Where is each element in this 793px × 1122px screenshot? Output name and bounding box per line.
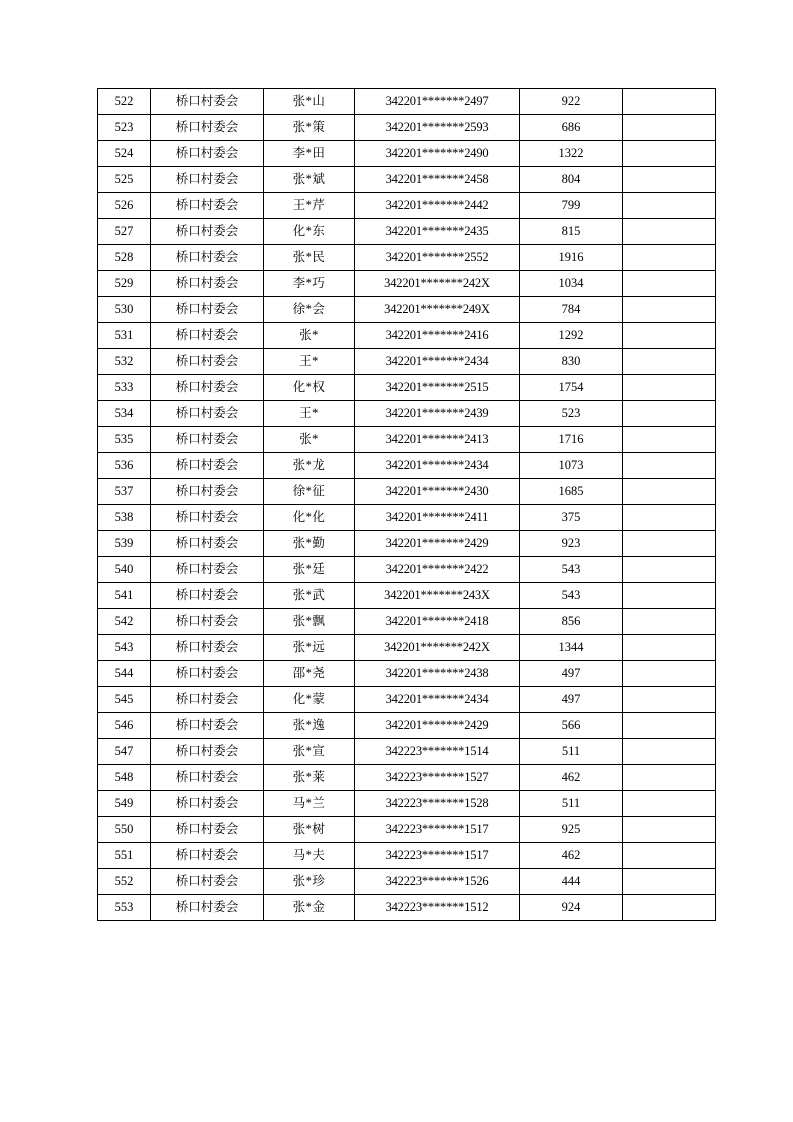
table-row xyxy=(98,505,716,531)
cell-organization: 桥口村委会 xyxy=(151,245,264,271)
table-row xyxy=(98,453,716,479)
cell-organization: 桥口村委会 xyxy=(151,193,264,219)
cell-name: 王*芹 xyxy=(264,193,355,219)
cell-id-number: 342201*******243X xyxy=(355,583,520,609)
table-row xyxy=(98,219,716,245)
cell-amount: 856 xyxy=(520,609,623,635)
cell-amount: 830 xyxy=(520,349,623,375)
cell-note xyxy=(623,271,716,297)
cell-amount: 511 xyxy=(520,739,623,765)
cell-amount: 462 xyxy=(520,765,623,791)
cell-id-number: 342201*******2490 xyxy=(355,141,520,167)
cell-id-number: 342201*******2413 xyxy=(355,427,520,453)
table-row xyxy=(98,713,716,739)
cell-organization: 桥口村委会 xyxy=(151,609,264,635)
cell-amount: 497 xyxy=(520,661,623,687)
table-row xyxy=(98,635,716,661)
cell-id-number: 342223*******1528 xyxy=(355,791,520,817)
cell-id-number: 342201*******2430 xyxy=(355,479,520,505)
cell-amount: 1916 xyxy=(520,245,623,271)
table-row xyxy=(98,271,716,297)
cell-organization: 桥口村委会 xyxy=(151,583,264,609)
cell-name: 张* xyxy=(264,323,355,349)
cell-id-number: 342201*******2434 xyxy=(355,687,520,713)
cell-note xyxy=(623,193,716,219)
cell-sequence: 540 xyxy=(98,557,151,583)
cell-amount: 1685 xyxy=(520,479,623,505)
cell-amount: 497 xyxy=(520,687,623,713)
cell-note xyxy=(623,479,716,505)
cell-name: 马*兰 xyxy=(264,791,355,817)
cell-organization: 桥口村委会 xyxy=(151,375,264,401)
cell-note xyxy=(623,141,716,167)
beneficiary-table xyxy=(97,88,716,921)
cell-organization: 桥口村委会 xyxy=(151,297,264,323)
cell-note xyxy=(623,89,716,115)
cell-id-number: 342201*******2497 xyxy=(355,89,520,115)
cell-name: 张*策 xyxy=(264,115,355,141)
cell-sequence: 522 xyxy=(98,89,151,115)
cell-amount: 1754 xyxy=(520,375,623,401)
cell-sequence: 534 xyxy=(98,401,151,427)
table-row xyxy=(98,583,716,609)
cell-amount: 923 xyxy=(520,531,623,557)
cell-name: 张*金 xyxy=(264,895,355,921)
cell-id-number: 342201*******2515 xyxy=(355,375,520,401)
cell-organization: 桥口村委会 xyxy=(151,739,264,765)
cell-note xyxy=(623,791,716,817)
cell-name: 张*远 xyxy=(264,635,355,661)
cell-organization: 桥口村委会 xyxy=(151,661,264,687)
cell-note xyxy=(623,739,716,765)
cell-name: 化*蒙 xyxy=(264,687,355,713)
cell-id-number: 342201*******242X xyxy=(355,271,520,297)
cell-note xyxy=(623,557,716,583)
table-row xyxy=(98,765,716,791)
cell-organization: 桥口村委会 xyxy=(151,635,264,661)
cell-id-number: 342201*******2429 xyxy=(355,713,520,739)
cell-id-number: 342201*******2429 xyxy=(355,531,520,557)
cell-amount: 444 xyxy=(520,869,623,895)
cell-organization: 桥口村委会 xyxy=(151,791,264,817)
cell-sequence: 525 xyxy=(98,167,151,193)
cell-organization: 桥口村委会 xyxy=(151,427,264,453)
cell-name: 张*珍 xyxy=(264,869,355,895)
cell-name: 王* xyxy=(264,401,355,427)
cell-organization: 桥口村委会 xyxy=(151,713,264,739)
table-row xyxy=(98,817,716,843)
cell-note xyxy=(623,219,716,245)
cell-amount: 784 xyxy=(520,297,623,323)
cell-sequence: 531 xyxy=(98,323,151,349)
cell-sequence: 543 xyxy=(98,635,151,661)
cell-id-number: 342201*******2593 xyxy=(355,115,520,141)
cell-name: 张*飘 xyxy=(264,609,355,635)
cell-organization: 桥口村委会 xyxy=(151,89,264,115)
cell-amount: 1034 xyxy=(520,271,623,297)
cell-sequence: 536 xyxy=(98,453,151,479)
cell-note xyxy=(623,583,716,609)
cell-organization: 桥口村委会 xyxy=(151,843,264,869)
table-row xyxy=(98,245,716,271)
cell-note xyxy=(623,765,716,791)
cell-note xyxy=(623,323,716,349)
cell-amount: 1716 xyxy=(520,427,623,453)
cell-id-number: 342201*******2416 xyxy=(355,323,520,349)
cell-sequence: 538 xyxy=(98,505,151,531)
cell-name: 张* xyxy=(264,427,355,453)
cell-name: 张*树 xyxy=(264,817,355,843)
cell-amount: 543 xyxy=(520,583,623,609)
cell-name: 李*田 xyxy=(264,141,355,167)
cell-name: 张*宣 xyxy=(264,739,355,765)
cell-note xyxy=(623,349,716,375)
cell-sequence: 528 xyxy=(98,245,151,271)
cell-organization: 桥口村委会 xyxy=(151,479,264,505)
cell-name: 张*武 xyxy=(264,583,355,609)
cell-note xyxy=(623,375,716,401)
table-body xyxy=(98,89,716,921)
cell-organization: 桥口村委会 xyxy=(151,869,264,895)
cell-organization: 桥口村委会 xyxy=(151,323,264,349)
table-row xyxy=(98,661,716,687)
cell-id-number: 342201*******2411 xyxy=(355,505,520,531)
cell-note xyxy=(623,843,716,869)
cell-name: 张*廷 xyxy=(264,557,355,583)
table-row xyxy=(98,895,716,921)
cell-sequence: 539 xyxy=(98,531,151,557)
table-row xyxy=(98,609,716,635)
cell-name: 张*勤 xyxy=(264,531,355,557)
cell-id-number: 342201*******2422 xyxy=(355,557,520,583)
cell-organization: 桥口村委会 xyxy=(151,505,264,531)
cell-id-number: 342201*******242X xyxy=(355,635,520,661)
cell-note xyxy=(623,817,716,843)
cell-sequence: 532 xyxy=(98,349,151,375)
cell-name: 张*逸 xyxy=(264,713,355,739)
cell-name: 徐*征 xyxy=(264,479,355,505)
cell-note xyxy=(623,167,716,193)
cell-id-number: 342201*******2435 xyxy=(355,219,520,245)
cell-organization: 桥口村委会 xyxy=(151,271,264,297)
cell-id-number: 342201*******2439 xyxy=(355,401,520,427)
cell-note xyxy=(623,869,716,895)
cell-sequence: 550 xyxy=(98,817,151,843)
cell-note xyxy=(623,297,716,323)
cell-amount: 922 xyxy=(520,89,623,115)
table-row xyxy=(98,375,716,401)
table-row xyxy=(98,479,716,505)
table-row xyxy=(98,115,716,141)
cell-organization: 桥口村委会 xyxy=(151,557,264,583)
cell-sequence: 545 xyxy=(98,687,151,713)
cell-name: 李*巧 xyxy=(264,271,355,297)
cell-name: 张*民 xyxy=(264,245,355,271)
cell-sequence: 548 xyxy=(98,765,151,791)
cell-name: 化*化 xyxy=(264,505,355,531)
cell-name: 张*斌 xyxy=(264,167,355,193)
cell-note xyxy=(623,505,716,531)
cell-organization: 桥口村委会 xyxy=(151,765,264,791)
cell-amount: 1292 xyxy=(520,323,623,349)
cell-organization: 桥口村委会 xyxy=(151,115,264,141)
cell-organization: 桥口村委会 xyxy=(151,141,264,167)
table-row xyxy=(98,739,716,765)
cell-note xyxy=(623,427,716,453)
cell-id-number: 342223*******1514 xyxy=(355,739,520,765)
cell-sequence: 529 xyxy=(98,271,151,297)
table-row xyxy=(98,427,716,453)
cell-amount: 462 xyxy=(520,843,623,869)
cell-name: 化*权 xyxy=(264,375,355,401)
cell-amount: 804 xyxy=(520,167,623,193)
cell-organization: 桥口村委会 xyxy=(151,687,264,713)
cell-id-number: 342223*******1517 xyxy=(355,817,520,843)
cell-sequence: 542 xyxy=(98,609,151,635)
cell-id-number: 342223*******1527 xyxy=(355,765,520,791)
table-row xyxy=(98,167,716,193)
cell-organization: 桥口村委会 xyxy=(151,453,264,479)
cell-id-number: 342201*******249X xyxy=(355,297,520,323)
cell-sequence: 526 xyxy=(98,193,151,219)
cell-amount: 925 xyxy=(520,817,623,843)
cell-amount: 1322 xyxy=(520,141,623,167)
cell-organization: 桥口村委会 xyxy=(151,817,264,843)
cell-sequence: 549 xyxy=(98,791,151,817)
cell-sequence: 544 xyxy=(98,661,151,687)
cell-amount: 543 xyxy=(520,557,623,583)
cell-sequence: 533 xyxy=(98,375,151,401)
cell-id-number: 342223*******1517 xyxy=(355,843,520,869)
cell-name: 邵*尧 xyxy=(264,661,355,687)
cell-sequence: 527 xyxy=(98,219,151,245)
cell-id-number: 342201*******2442 xyxy=(355,193,520,219)
cell-organization: 桥口村委会 xyxy=(151,401,264,427)
cell-organization: 桥口村委会 xyxy=(151,219,264,245)
cell-name: 张*莱 xyxy=(264,765,355,791)
cell-note xyxy=(623,453,716,479)
cell-amount: 566 xyxy=(520,713,623,739)
table-container xyxy=(97,88,657,921)
cell-name: 马*夫 xyxy=(264,843,355,869)
cell-amount: 1073 xyxy=(520,453,623,479)
table-row xyxy=(98,193,716,219)
table-row xyxy=(98,297,716,323)
cell-amount: 815 xyxy=(520,219,623,245)
cell-name: 徐*会 xyxy=(264,297,355,323)
cell-sequence: 551 xyxy=(98,843,151,869)
cell-name: 王* xyxy=(264,349,355,375)
table-row xyxy=(98,687,716,713)
cell-note xyxy=(623,895,716,921)
cell-name: 张*山 xyxy=(264,89,355,115)
cell-amount: 523 xyxy=(520,401,623,427)
cell-amount: 686 xyxy=(520,115,623,141)
table-row xyxy=(98,843,716,869)
cell-amount: 375 xyxy=(520,505,623,531)
table-row xyxy=(98,869,716,895)
cell-note xyxy=(623,115,716,141)
cell-note xyxy=(623,609,716,635)
cell-id-number: 342201*******2434 xyxy=(355,453,520,479)
cell-id-number: 342201*******2418 xyxy=(355,609,520,635)
cell-sequence: 547 xyxy=(98,739,151,765)
table-row xyxy=(98,141,716,167)
cell-note xyxy=(623,401,716,427)
cell-sequence: 541 xyxy=(98,583,151,609)
cell-sequence: 530 xyxy=(98,297,151,323)
cell-amount: 924 xyxy=(520,895,623,921)
cell-name: 张*龙 xyxy=(264,453,355,479)
cell-name: 化*东 xyxy=(264,219,355,245)
cell-id-number: 342223*******1526 xyxy=(355,869,520,895)
table-row xyxy=(98,89,716,115)
cell-id-number: 342201*******2434 xyxy=(355,349,520,375)
cell-id-number: 342201*******2458 xyxy=(355,167,520,193)
cell-amount: 511 xyxy=(520,791,623,817)
cell-organization: 桥口村委会 xyxy=(151,349,264,375)
cell-note xyxy=(623,687,716,713)
table-row xyxy=(98,557,716,583)
cell-amount: 1344 xyxy=(520,635,623,661)
table-row xyxy=(98,531,716,557)
cell-amount: 799 xyxy=(520,193,623,219)
cell-note xyxy=(623,713,716,739)
cell-note xyxy=(623,635,716,661)
cell-sequence: 552 xyxy=(98,869,151,895)
cell-note xyxy=(623,531,716,557)
cell-id-number: 342223*******1512 xyxy=(355,895,520,921)
cell-id-number: 342201*******2552 xyxy=(355,245,520,271)
cell-note xyxy=(623,245,716,271)
cell-sequence: 537 xyxy=(98,479,151,505)
cell-sequence: 546 xyxy=(98,713,151,739)
cell-organization: 桥口村委会 xyxy=(151,167,264,193)
table-row xyxy=(98,349,716,375)
cell-sequence: 523 xyxy=(98,115,151,141)
cell-id-number: 342201*******2438 xyxy=(355,661,520,687)
cell-note xyxy=(623,661,716,687)
cell-organization: 桥口村委会 xyxy=(151,895,264,921)
cell-sequence: 553 xyxy=(98,895,151,921)
cell-sequence: 535 xyxy=(98,427,151,453)
table-row xyxy=(98,401,716,427)
table-row xyxy=(98,323,716,349)
cell-organization: 桥口村委会 xyxy=(151,531,264,557)
table-row xyxy=(98,791,716,817)
cell-sequence: 524 xyxy=(98,141,151,167)
